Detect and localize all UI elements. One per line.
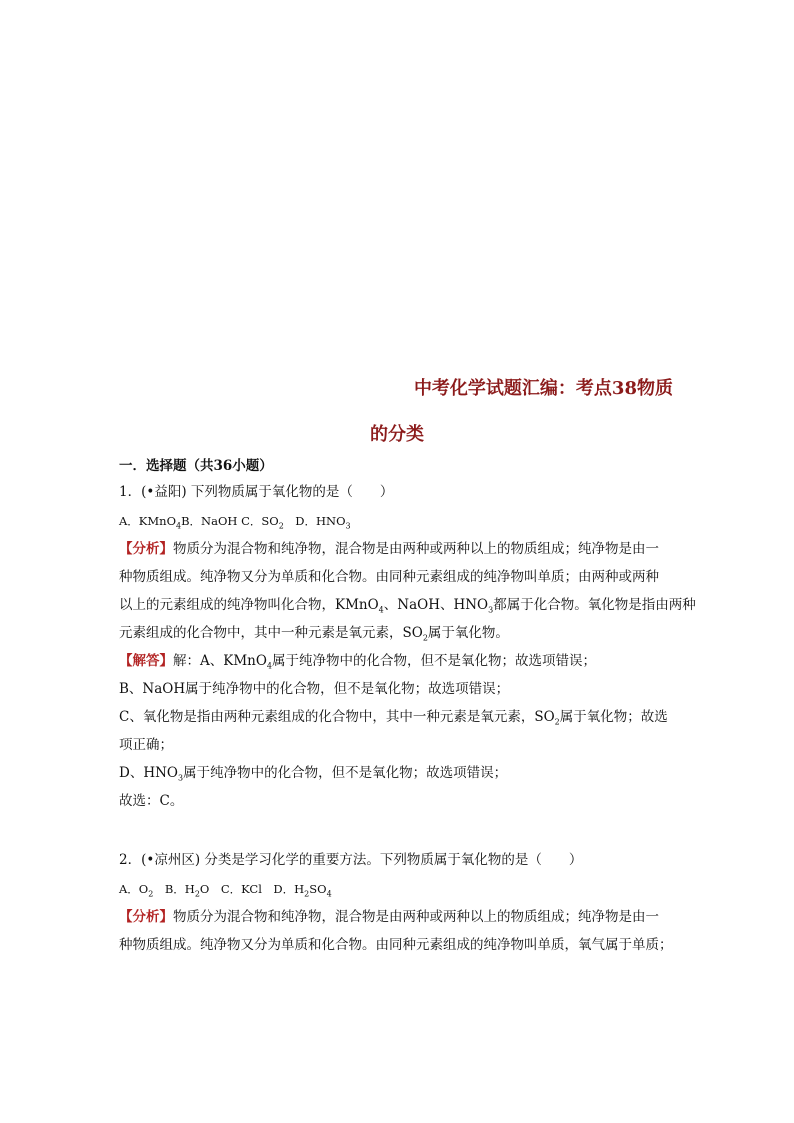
question-1-answer-line-c-cont: 项正确；	[119, 737, 173, 753]
question-2-options: A．$O_2$ B．$H_2O$ C．KCl D．$H_2SO_4$	[119, 882, 332, 899]
question-1-text: 1．(•益阳) 下列物质属于氧化物的是（ ）	[119, 484, 394, 500]
question-2-analysis-line-1: 【分析】物质分为混合物和纯净物，混合物是由两种或两种以上的物质组成；纯净物是由一	[119, 909, 659, 925]
question-1-answer-line-b: B、NaOH属于纯净物中的化合物，但不是氧化物；故选项错误；	[119, 681, 510, 697]
question-1-analysis-line-1: 【分析】物质分为混合物和纯净物，混合物是由两种或两种以上的物质组成；纯净物是由一	[119, 541, 659, 557]
question-1-options: A．KMnO$_4$B．NaOH C．$SO_2$ D．$HNO_3$	[119, 514, 351, 531]
document-title-line-2: 的分类	[370, 424, 424, 445]
question-2-text: 2．(•凉州区) 分类是学习化学的重要方法。下列物质属于氧化物的是（ ）	[119, 852, 583, 868]
analysis-label: 【分析】	[119, 541, 173, 557]
document-body	[119, 455, 696, 959]
answer-label: 【解答】	[119, 653, 173, 669]
document-title-line-1: 中考化学试题汇编：考点38物质	[413, 378, 673, 399]
question-1-answer-line-a: 【解答】解：A、KMnO$_4$属于纯净物中的化合物，但不是氧化物；故选项错误；	[119, 653, 597, 671]
analysis-label: 【分析】	[119, 909, 173, 925]
question-1-answer-line-d: D、$HNO_3$属于纯净物中的化合物，但不是氧化物；故选项错误；	[119, 765, 508, 783]
question-1-answer-choice: 故选：C。	[119, 793, 184, 809]
spacer	[119, 815, 675, 845]
section-heading: 一．选择题（共36小题）	[119, 458, 273, 474]
question-1-answer-line-c: C、氧化物是指由两种元素组成的化合物中，其中一种元素是氧元素，$SO_2$属于氧化物；故选	[119, 709, 668, 727]
question-1-analysis-line-3: 以上的元素组成的纯净物叫化合物，KMnO$_4$、NaOH、$HNO_3$都属于化合物。氧化物是指由两种	[119, 597, 696, 615]
question-1-analysis-line-4: 元素组成的化合物中，其中一种元素是氧元素，$SO_2$属于氧化物。	[119, 625, 509, 643]
question-1-analysis-line-2: 种物质组成。纯净物又分为单质和化合物。由同种元素组成的纯净物叫单质；由两种或两种	[119, 569, 659, 585]
question-2-analysis-line-2: 种物质组成。纯净物又分为单质和化合物。由同种元素组成的纯净物叫单质，氧气属于单质；	[119, 937, 673, 953]
